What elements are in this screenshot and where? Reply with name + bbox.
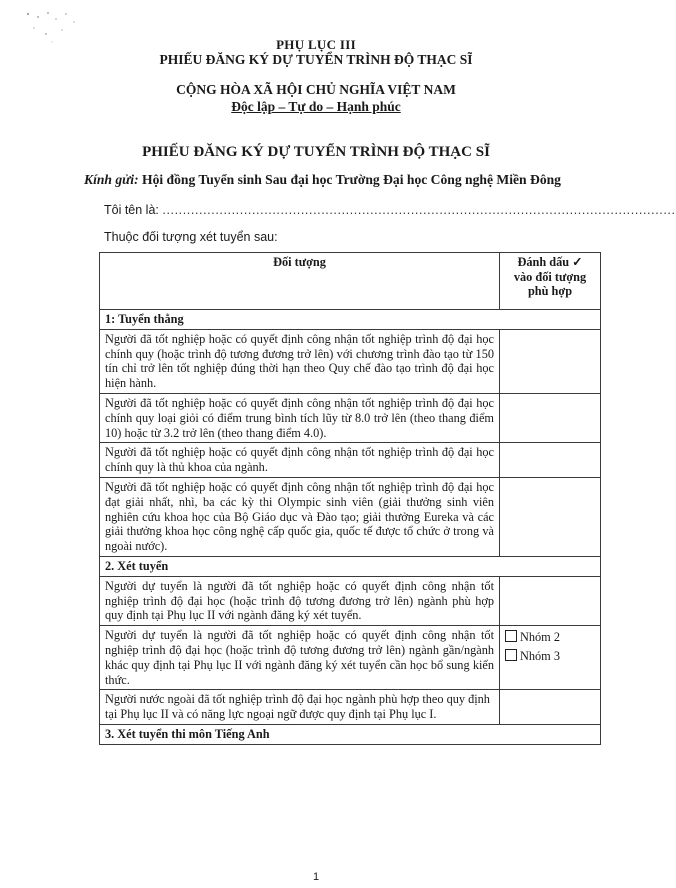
name-label: Tôi tên là: (104, 203, 159, 217)
section-row (100, 310, 601, 330)
table-header (100, 253, 601, 310)
table-row (100, 576, 601, 625)
group2-checkbox[interactable] (505, 630, 517, 642)
table-row (100, 443, 601, 478)
table-row (100, 690, 601, 725)
section-admission-review: 2. Xét tuyển (100, 556, 601, 576)
group3-checkbox[interactable] (505, 649, 517, 661)
criterion-text: Người dự tuyển là người đã tốt nghiệp hoặc có quyết định công nhận tốt nghiệp trình độ đại học (hoặc trình độ tương đương trở lên) ngành gần/ngành khác quy định tại Phụ lục II với ngành đăng ký xét tuyển cần học bổ sung kiến thức. (100, 626, 500, 690)
mark-cell[interactable] (500, 329, 601, 393)
col-subject-header: Đối tượng (100, 253, 500, 310)
recipient-name: Hội đồng Tuyển sinh Sau đại học Trường Đại học Công nghệ Miền Đông (142, 172, 561, 187)
recipient-label: Kính gửi: (84, 172, 139, 187)
section-row (100, 556, 601, 576)
table-row (100, 626, 601, 690)
criterion-text: Người đã tốt nghiệp hoặc có quyết định công nhận tốt nghiệp trình độ đại học đạt giải nhất, nhì, ba các kỳ thi Olympic sinh viên (giải thưởng sinh viên nghiên cứu khoa học của Bộ Giáo dục và Đào tạo; giải thưởng Eureka và các giải thưởng khoa học công nghệ cấp quốc gia, quốc tế được tổ chức ở trong và ngoài nước). (100, 477, 500, 556)
criterion-text: Người đã tốt nghiệp hoặc có quyết định công nhận tốt nghiệp trình độ đại học chính quy là thủ khoa của ngành. (100, 443, 500, 478)
section-english-exam: 3. Xét tuyển thi môn Tiếng Anh (100, 724, 601, 744)
mark-cell[interactable] (500, 690, 601, 725)
table-row (100, 393, 601, 442)
target-table (99, 252, 601, 745)
col-mark-header (500, 253, 601, 310)
table-row (100, 329, 601, 393)
republic-name: CỘNG HÒA XÃ HỘI CHỦ NGHĨA VIỆT NAM (176, 82, 456, 97)
mark-cell[interactable] (500, 576, 601, 625)
table-row (100, 477, 601, 556)
col-mark-line-1: Đánh dấu ✓ (517, 255, 583, 269)
page-number: 1 (312, 871, 320, 883)
criterion-text: Người đã tốt nghiệp hoặc có quyết định công nhận tốt nghiệp trình độ đại học chính quy loại giỏi có điểm trung bình tích lũy từ 8.0 trở lên (theo thang điểm 10) hoặc từ 3.2 trở lên (theo thang điểm 4.0). (100, 393, 500, 442)
col-mark-line-2: vào đối tượng (513, 269, 587, 284)
group2-option[interactable] (505, 628, 595, 647)
criterion-text: Người nước ngoài đã tốt nghiệp trình độ đại học ngành phù hợp theo quy định tại Phụ lục II và có năng lực ngoại ngữ được quy định tại Phụ lục I. (100, 690, 500, 725)
name-line (104, 203, 676, 217)
recipient-line (84, 172, 561, 188)
name-field[interactable]: .............................................................................................................................. (162, 203, 676, 217)
criterion-text: Người dự tuyển là người đã tốt nghiệp hoặc có quyết định công nhận tốt nghiệp trình độ đại học (hoặc trình độ tương đương trở lên) ngành phù hợp quy định tại Phụ lục II với ngành đăng ký xét tuyển. (100, 576, 500, 625)
mark-cell[interactable] (500, 393, 601, 442)
mark-cell[interactable] (500, 443, 601, 478)
form-title: PHIẾU ĐĂNG KÝ DỰ TUYỂN TRÌNH ĐỘ THẠC SĨ (142, 144, 490, 160)
group3-label: Nhóm 3 (520, 649, 560, 664)
national-motto (0, 99, 632, 115)
mark-cell[interactable] (500, 477, 601, 556)
target-group-label: Thuộc đối tượng xét tuyển sau: (104, 230, 278, 244)
form-subheading: PHIẾU ĐĂNG KÝ DỰ TUYỂN TRÌNH ĐỘ THẠC SĨ (159, 52, 473, 67)
group-options-cell (500, 626, 601, 690)
section-row (100, 724, 601, 744)
group2-label: Nhóm 2 (520, 630, 560, 645)
motto-text: Độc lập – Tự do – Hạnh phúc (231, 99, 401, 114)
section-direct-admission: 1: Tuyển thẳng (100, 310, 601, 330)
col-mark-line-3: phù hợp (527, 284, 573, 298)
group3-option[interactable] (505, 647, 595, 666)
appendix-heading: PHỤ LỤC III (276, 37, 356, 52)
criterion-text: Người đã tốt nghiệp hoặc có quyết định công nhận tốt nghiệp trình độ đại học chính quy (hoặc trình độ tương đương trở lên) với chương trình đào tạo từ 150 tín chỉ trở lên tốt nghiệp đúng thời hạn theo Quy chế đào tạo trình độ đại học hiện hành. (100, 329, 500, 393)
